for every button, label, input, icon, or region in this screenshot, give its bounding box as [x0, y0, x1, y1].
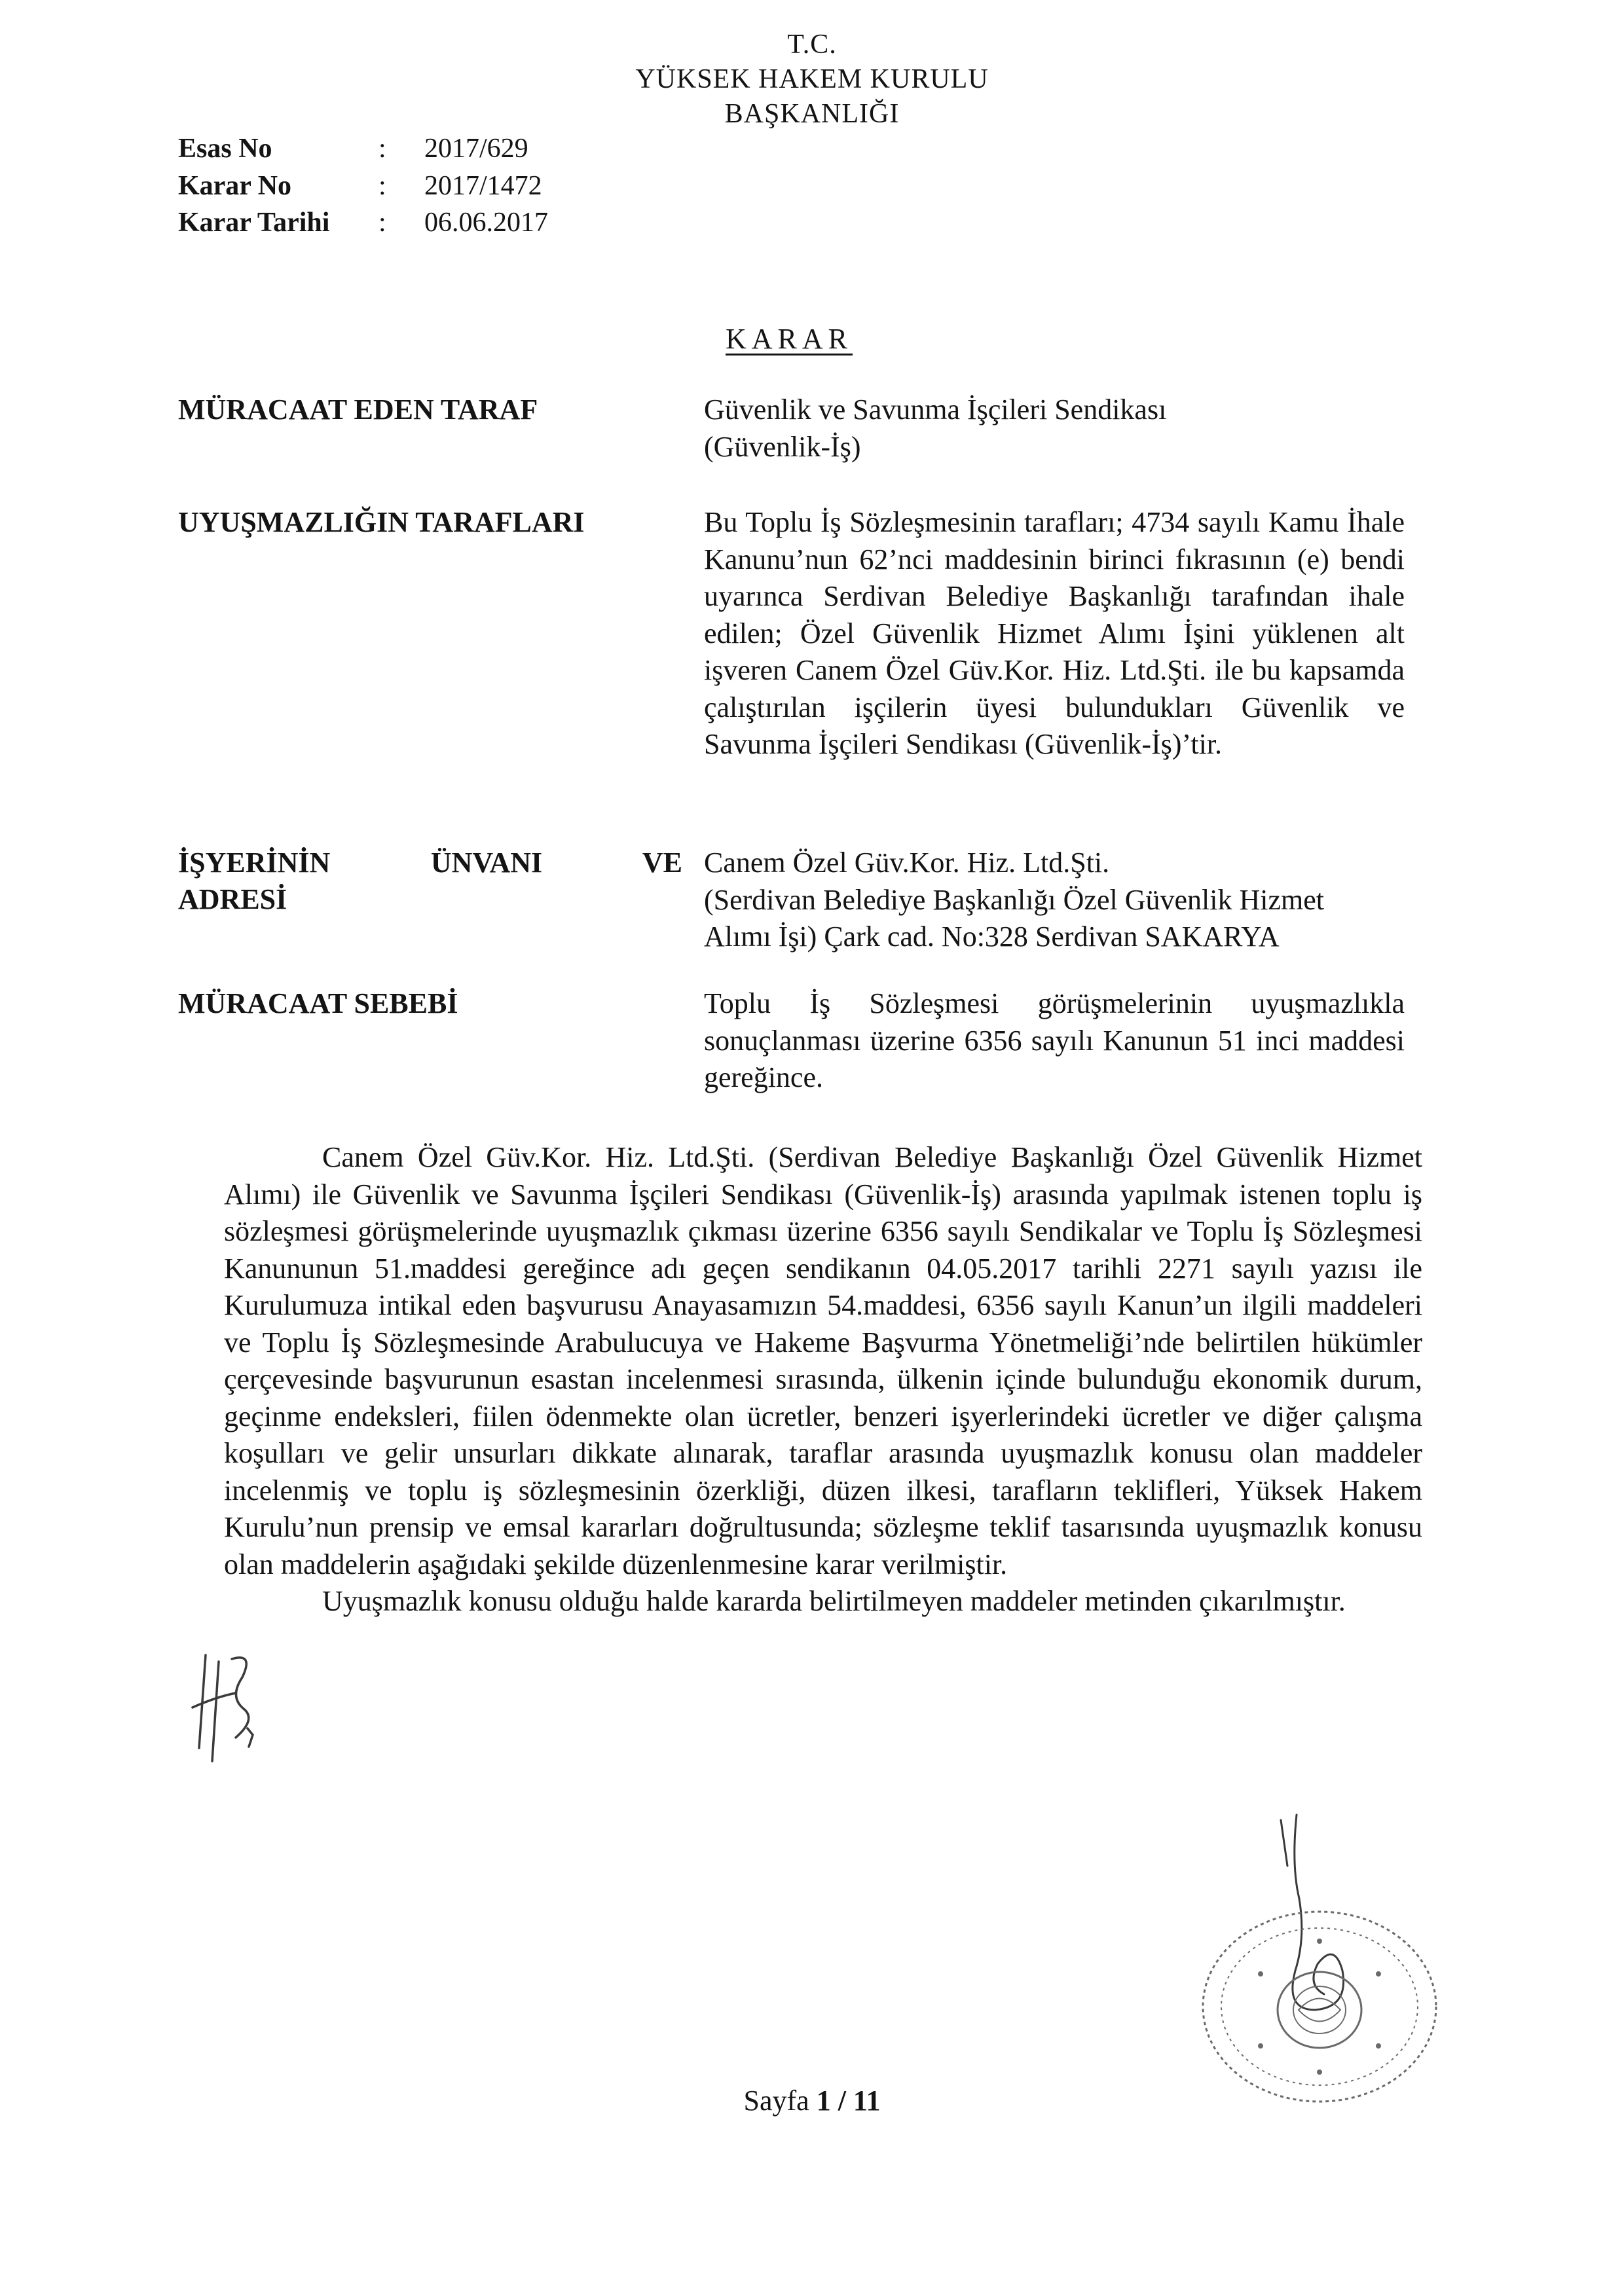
- meta-colon: :: [378, 171, 386, 201]
- applicant-line: Güvenlik ve Savunma İşçileri Sendikası: [704, 393, 1167, 426]
- meta-colon: :: [378, 134, 386, 164]
- applicant-line: (Güvenlik-İş): [704, 430, 861, 463]
- workplace-label: [178, 845, 682, 918]
- workplace-line: Canem Özel Güv.Kor. Hiz. Ltd.Şti.: [704, 847, 1110, 879]
- applicant-label: MÜRACAAT EDEN TARAF: [178, 393, 538, 426]
- page-number: [707, 2084, 917, 2117]
- handwritten-initials: [190, 1637, 262, 1768]
- workplace-label-line: İŞYERİNİN ÜNVANI VE: [178, 847, 682, 879]
- parties-value: Bu Toplu İş Sözleşmesinin tarafları; 4734 sayılı Kamu İhale Kanunu’nun 62’nci maddesinin birinci fıkrasının (e) bendi uyarınca Serdivan Belediye Başkanlığı tarafından ihale edilen; Özel Güvenlik Hizmet Alımı İşini yüklenen alt işveren Canem Özel Güv.Kor. Hiz. Ltd.Şti. ile bu kapsamda çalıştırılan işçilerin üyesi bulundukları Güvenlik ve Savunma İşçileri Sendikası (Güvenlik-İş)’tir.: [704, 506, 1405, 760]
- applicant-value: [704, 392, 1405, 465]
- header-institution: YÜKSEK HAKEM KURULU: [635, 64, 989, 94]
- meta-value-esas: 2017/629: [424, 134, 528, 164]
- reason-label: MÜRACAAT SEBEBİ: [178, 987, 458, 1019]
- decision-title: KARAR: [726, 323, 853, 355]
- official-seal: [1189, 1895, 1450, 2118]
- meta-label-tarih: Karar Tarihi: [178, 208, 330, 238]
- decision-body: [224, 1139, 1422, 1620]
- meta-colon: :: [378, 208, 386, 238]
- header-presidency: BAŞKANLIĞI: [724, 99, 900, 129]
- header-tc: T.C.: [787, 29, 837, 60]
- page-prefix: Sayfa: [743, 2085, 817, 2117]
- reason-value: Toplu İş Sözleşmesi görüşmelerinin uyuşmazlıkla sonuçlanması üzerine 6356 sayılı Kanunun 51 inci maddesi gereğince.: [704, 987, 1405, 1093]
- parties-label: UYUŞMAZLIĞIN TARAFLARI: [178, 506, 585, 538]
- body-paragraph: Uyuşmazlık konusu olduğu halde kararda belirtilmeyen maddeler metinden çıkarılmıştır.: [322, 1585, 1346, 1617]
- page-count: 1 / 11: [816, 2085, 881, 2117]
- meta-value-tarih: 06.06.2017: [424, 208, 548, 238]
- workplace-value: [704, 845, 1405, 956]
- body-paragraph: Canem Özel Güv.Kor. Hiz. Ltd.Şti. (Serdivan Belediye Başkanlığı Özel Güvenlik Hizmet Alımı) ile Güvenlik ve Savunma İşçileri Sendikası (Güvenlik-İş) arasında yapılmak istenen toplu iş sözleşmesi görüşmelerinde uyuşmazlık çıkması üzerine 6356 sayılı Sendikalar ve Toplu İş Sözleşmesi Kanununun 51.maddesi gereğince adı geçen sendikanın 04.05.2017 tarihli 2271 sayılı yazısı ile Kurulumuza intikal eden başvurusu Anayasamızın 54.maddesi, 6356 sayılı Kanun’un ilgili maddeleri ve Toplu İş Sözleşmesinde Arabulucuya ve Hakeme Başvurma Yönetmeliği’nde belirtilen hükümler çerçevesinde başvurunun esastan incelenmesi sırasında, ülkenin içinde bulunduğu ekonomik durum, geçinme endeksleri, fiilen ödenmekte olan ücretler, benzeri işyerlerindeki ücretler ve diğer çalışma koşulları ve gelir unsurları dikkate alınarak, taraflar arasında uyuşmazlık konusu olan maddeler incelenmiş ve toplu iş sözleşmesinin özerkliği, düzen ilkesi, tarafların teklifleri, Yüksek Hakem Kurulu’nun prensip ve emsal kararları doğrultusunda; sözleşme teklif tasarısında uyuşmazlık konusu olan maddelerin aşağıdaki şekilde düzenlenmesine karar verilmiştir.: [224, 1141, 1422, 1580]
- meta-label-karar: Karar No: [178, 171, 292, 201]
- workplace-label-line: ADRESİ: [178, 883, 287, 915]
- workplace-line: Alımı İşi) Çark cad. No:328 Serdivan SAKARYA: [704, 920, 1280, 953]
- meta-value-karar: 2017/1472: [424, 171, 542, 201]
- workplace-line: (Serdivan Belediye Başkanlığı Özel Güvenlik Hizmet: [704, 883, 1324, 916]
- meta-label-esas: Esas No: [178, 134, 272, 164]
